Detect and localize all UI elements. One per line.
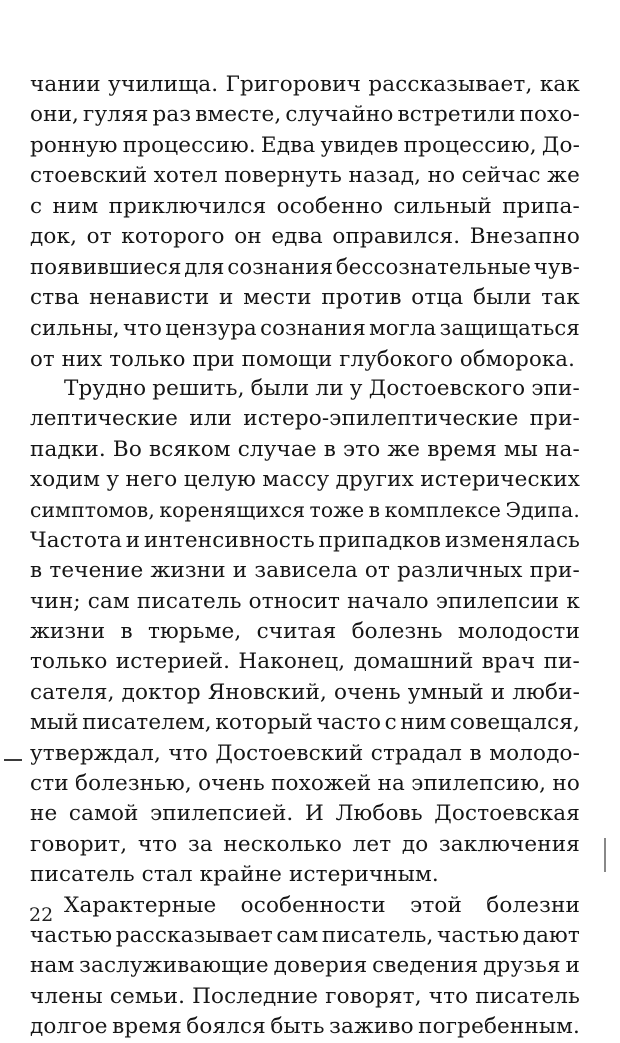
margin-dash-mark	[4, 759, 22, 761]
text-line: не самой эпилепсией. И Любовь Достоевская	[30, 801, 580, 827]
text-line: нам заслуживающие доверия сведения друзья и	[30, 953, 580, 979]
text-line: от них только при помощи глубокого обморока.	[30, 345, 575, 371]
text-line: говорит, что за несколько лет до заключения	[30, 831, 580, 857]
text-line: чании училища. Григорович рассказывает, как	[30, 72, 580, 97]
text-line: в течение жизни и зависела от различных при-	[30, 558, 580, 584]
text-line: лептические или истеро-эпилептические при-	[30, 406, 580, 432]
text-line: Трудно решить, были ли у Достоевского эпи-	[64, 375, 580, 401]
text-line: жизни в тюрьме, считая болезнь молодости	[30, 619, 580, 645]
page-number: 22	[29, 904, 54, 926]
text-line: члены семьи. Последние говорят, что писатель	[30, 983, 580, 1009]
text-line: Характерные особенности этой болезни	[64, 892, 580, 918]
text-line: ства ненависти и мести против отца были так	[30, 284, 580, 310]
text-line: ронную процессию. Едва увидев процессию, До-	[30, 132, 580, 158]
margin-bracket-mark	[604, 838, 608, 872]
text-line: Частота и интенсивность припадков изменялась	[30, 527, 580, 553]
text-line: симптомов, коренящихся тоже в комплексе Эдипа.	[30, 498, 580, 523]
text-line: утверждал, что Достоевский страдал в молодо-	[30, 740, 580, 766]
text-line: сильны, что цензура сознания могла защищаться	[30, 315, 580, 341]
text-line: появившиеся для сознания бессознательные чув-	[30, 254, 580, 280]
text-line: только истерией. Наконец, домашний врач пи-	[30, 649, 580, 675]
text-line: чин; сам писатель относит начало эпилепсии к	[30, 588, 580, 614]
text-line: сти болезнью, очень похожей на эпилепсию, но	[30, 770, 580, 796]
text-line: падки. Во всяком случае в это же время мы на-	[30, 436, 580, 462]
text-line: мый писателем, который часто с ним совещался,	[30, 710, 580, 736]
text-line: писатель стал крайне истеричным.	[30, 862, 439, 888]
text-line: частью рассказывает сам писатель, частью дают	[30, 922, 580, 948]
text-line: с ним приключился особенно сильный припа-	[30, 193, 580, 219]
text-line: долгое время боялся быть заживо погребенным.	[30, 1014, 580, 1040]
text-line: они, гуляя раз вместе, случайно встретили похо-	[30, 102, 580, 128]
text-line: стоевский хотел повернуть назад, но сейчас же	[30, 163, 580, 189]
text-line: ходим у него целую массу других истерических	[30, 467, 580, 493]
text-line: сателя, доктор Яновский, очень умный и люби-	[30, 679, 580, 705]
body-text	[30, 70, 580, 1043]
text-line: док, от которого он едва оправился. Внезапно	[30, 223, 580, 249]
